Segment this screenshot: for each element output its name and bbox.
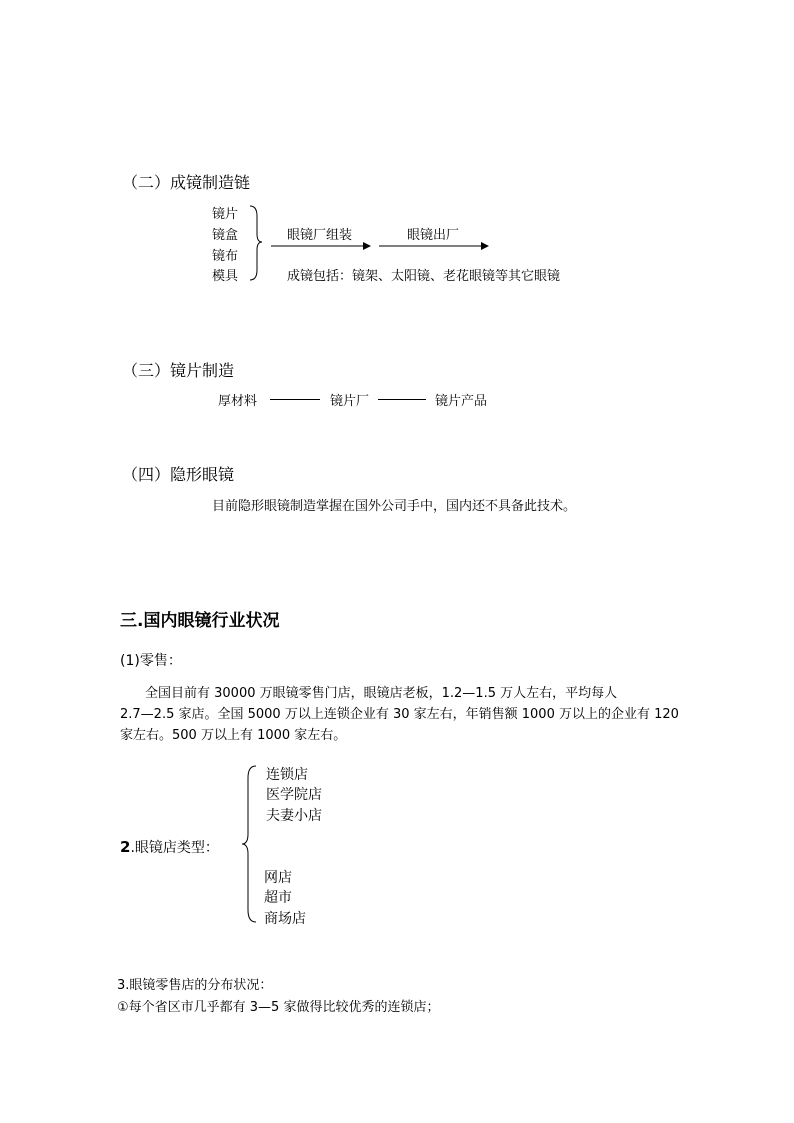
flow-connector <box>378 399 426 400</box>
input-mold: 模具 <box>212 269 239 284</box>
retail-paragraph-line: 家左右。500 万以上有 1000 家左右。 <box>120 728 347 743</box>
arrow-icon <box>379 241 489 251</box>
finished-glasses-note: 成镜包括：镜架、太阳镜、老花眼镜等其它眼镜 <box>287 269 561 284</box>
distribution-heading: 3.眼镜零售店的分布状况： <box>117 978 273 993</box>
left-brace-icon <box>238 764 262 924</box>
right-brace-icon <box>248 204 268 284</box>
retail-paragraph-line: 全国目前有 30000 万眼镜零售门店，眼镜店老板，1.2—1.5 万人左右，平均每人 <box>145 686 618 701</box>
retail-heading: (1)零售： <box>120 653 182 669</box>
store-type-online: 网店 <box>264 870 292 886</box>
input-cloth: 镜布 <box>212 249 239 264</box>
section-4-heading: （四）隐形眼镜 <box>122 465 235 484</box>
contact-lens-text: 目前隐形眼镜制造掌握在国外公司手中，国内还不具备此技术。 <box>212 499 577 514</box>
flow-lens-product: 镜片产品 <box>435 394 488 409</box>
input-case: 镜盒 <box>212 228 239 243</box>
distribution-item-1: ①每个省区市几乎都有 3—5 家做得比较优秀的连锁店； <box>117 1000 440 1015</box>
section-2-heading: （二）成镜制造链 <box>122 173 251 192</box>
flow-lens-factory: 镜片厂 <box>330 394 370 409</box>
flow-connector <box>270 399 320 400</box>
flow-material: 厚材料 <box>218 394 258 409</box>
store-type-supermarket: 超市 <box>264 890 292 906</box>
arrow-icon <box>271 241 371 251</box>
store-type-medical: 医学院店 <box>266 787 322 803</box>
store-type-mall: 商场店 <box>264 911 306 927</box>
step-assembly: 眼镜厂组装 <box>287 228 353 243</box>
section-3-heading: （三）镜片制造 <box>122 361 235 380</box>
retail-paragraph-line: 2.7—2.5 家店。全国 5000 万以上连锁企业有 30 家左右，年销售额 1000 万以上的企业有 120 <box>120 707 679 722</box>
store-type-family: 夫妻小店 <box>266 808 322 824</box>
input-lens: 镜片 <box>212 207 239 222</box>
store-types-label: 2.眼镜店类型： <box>120 838 219 856</box>
store-type-chain: 连锁店 <box>266 767 308 783</box>
step-shipping: 眼镜出厂 <box>407 228 460 243</box>
chapter-3-title: 三.国内眼镜行业状况 <box>120 611 280 631</box>
